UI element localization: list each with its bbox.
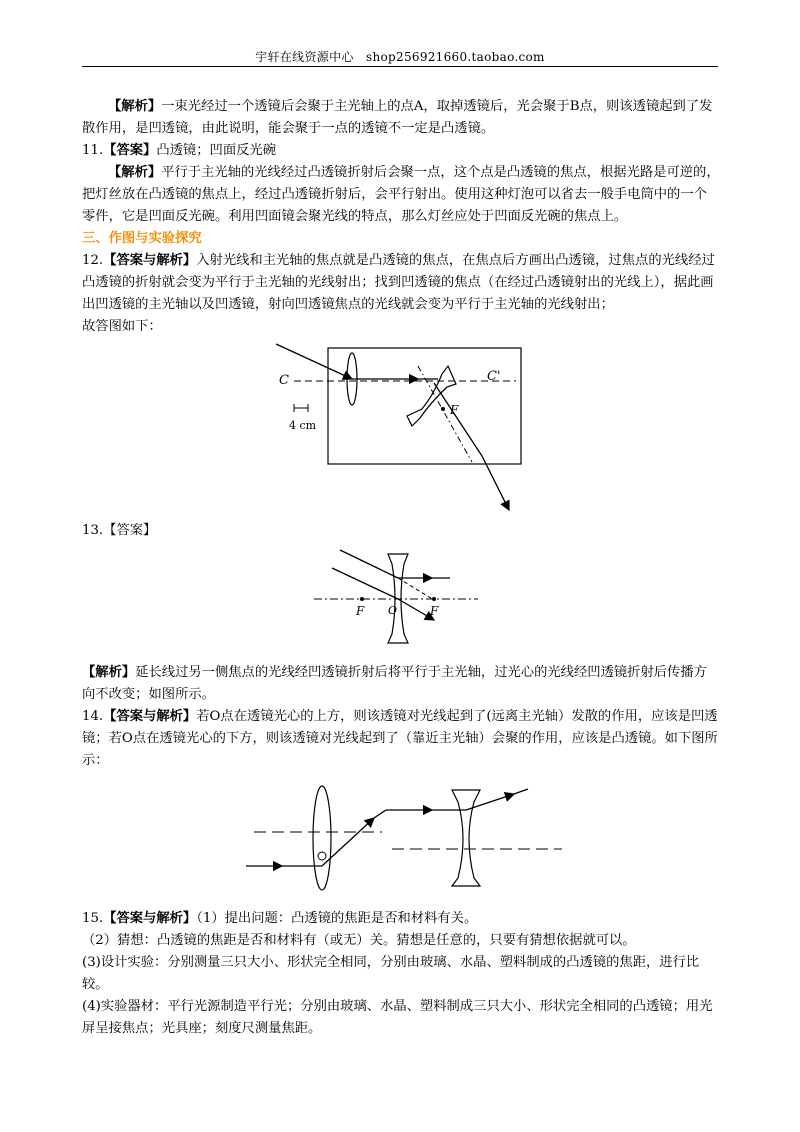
q13-focus-right: [432, 597, 436, 601]
focus-point: [441, 407, 445, 411]
concave-axis: [418, 366, 472, 462]
q14-num: 14.: [82, 709, 104, 724]
q14-ray-refract-end: [374, 810, 386, 818]
q15-num: 15.: [82, 911, 104, 926]
q12-answer: [82, 250, 720, 316]
q13-label-f1: F: [356, 604, 365, 618]
q13-figure: [82, 542, 720, 662]
q13-answer: [82, 520, 720, 542]
q13-tag: 【答案】: [103, 523, 157, 538]
label-f: F: [450, 403, 459, 417]
q13-analysis: [82, 662, 720, 706]
q15-p2: （2）猜想：凸透镜的焦距是否和材料有（或无）关。猜想是任意的，只要有猜想依据就可以。: [82, 933, 636, 948]
q13-focus-left: [360, 597, 364, 601]
q11-analysis: [82, 162, 720, 228]
q13-label-o: O: [388, 604, 398, 617]
label-c: C: [279, 373, 289, 388]
q11-answer-text: 凸透镜；凹面反光碗: [156, 143, 277, 158]
q13-label-f2: F: [430, 604, 439, 618]
q13-analysis-text: 延长线过另一侧焦点的光线经凹透镜折射后将平行于主光轴，过光心的光线经凹透镜折射后传播方向不改变；如图所示。: [82, 665, 707, 702]
q14-figure: [82, 772, 720, 904]
q13-ray2-out: [398, 599, 434, 620]
q14-ray-out: [466, 794, 514, 810]
concave-lens: [407, 366, 456, 426]
q15-p3: (3)设计实验：分别测量三只大小、形状完全相同，分别由玻璃、水晶、塑料制成的凸透镜的焦距，进行比较。: [82, 955, 700, 992]
q12-text: 入射光线和主光轴的焦点就是凸透镜的焦点，在焦点后方画出凸透镜，过焦点的光线经过凸透镜的折射就会变为平行于主光轴的光线射出；找到凹透镜的焦点（在经过凸透镜射出的光线上），据此画出凹透镜的主光轴以及凹透镜，射向凹透镜焦点的光线就会变为平行于主光轴的光线射出；: [82, 253, 715, 312]
q12-diagram: [82, 338, 720, 514]
q12-figure: [82, 338, 720, 514]
q14-convex-lens: [313, 786, 331, 890]
q12-caption: 故答图如下：: [82, 319, 162, 334]
refracted-ray: [434, 383, 482, 456]
label-scale: 4 cm: [289, 419, 317, 432]
page-content: [82, 96, 720, 1040]
q14-point-o: [318, 852, 326, 860]
section-title: 三、作图与实验探究: [82, 231, 202, 246]
q14-text: 若O点在透镜光心的上方，则该透镜对光线起到了(远离主光轴）发散的作用，应该是凹透镜；若O点在透镜光心的下方，则该透镜对光线起到了（靠近主光轴）会聚的作用，应该是凸透镜。如下图所示：: [82, 709, 718, 768]
q15-answer: [82, 908, 720, 930]
q14-label-o: O: [82, 772, 83, 773]
q11-num: 11.: [82, 143, 104, 158]
header-site: 宇轩在线资源中心: [255, 50, 354, 64]
q10-tag: 【解析】: [108, 99, 162, 114]
q15-tag: 【答案与解析】: [103, 911, 197, 926]
q13-num: 13.: [82, 523, 104, 538]
q11-answer: [82, 140, 720, 162]
q13-ray1-extension: [398, 578, 434, 600]
q13-analysis-tag: 【解析】: [82, 665, 136, 680]
q13-diagram: [82, 542, 720, 662]
header-shop: shop256921660.taobao.com: [366, 50, 545, 64]
q14-ray-out-end: [514, 789, 528, 794]
q14-answer: [82, 706, 720, 772]
q14-concave-lens: [452, 790, 480, 886]
label-c-prime: C': [487, 369, 501, 384]
q15-p1: （1）提出问题：凸透镜的焦距是否和材料有关。: [196, 911, 478, 926]
q14-diagram: [82, 772, 720, 904]
header-rule: [82, 66, 718, 67]
q12-num: 12.: [82, 253, 104, 268]
q10-analysis: [82, 96, 720, 140]
q14-ray-refract: [322, 818, 374, 866]
q15-p4: (4)实验器材：平行光源制造平行光；分别由玻璃、水晶、塑料制成三只大小、形状完全相同的凸透镜；用光屏呈接焦点；光具座；刻度尺测量焦距。: [82, 999, 713, 1036]
q14-tag: 【答案与解析】: [103, 709, 197, 724]
q11-analysis-tag: 【解析】: [108, 165, 162, 180]
q11-analysis-text: 平行于主光轴的光线经过凸透镜折射后会聚一点，这个点是凸透镜的焦点，根据光路是可逆的，把灯丝放在凸透镜的焦点上，经过凸透镜折射后，会平行射出。使用这种灯泡可以省去一般手电筒中的一个零件，它是凹面反光碗。利用凹面镜会聚光线的特点，那么灯丝应处于凹面反光碗的焦点上。: [82, 165, 720, 224]
page-header: [82, 48, 718, 65]
q12-tag: 【答案与解析】: [103, 253, 197, 268]
q11-answer-tag: 【答案】: [103, 143, 157, 158]
q10-text: 一束光经过一个透镜后会聚于主光轴上的点A，取掉透镜后，光会聚于B点，则该透镜起到了发散作用，是凹透镜，由此说明，能会聚于一点的透镜不一定是凸透镜。: [82, 99, 713, 136]
